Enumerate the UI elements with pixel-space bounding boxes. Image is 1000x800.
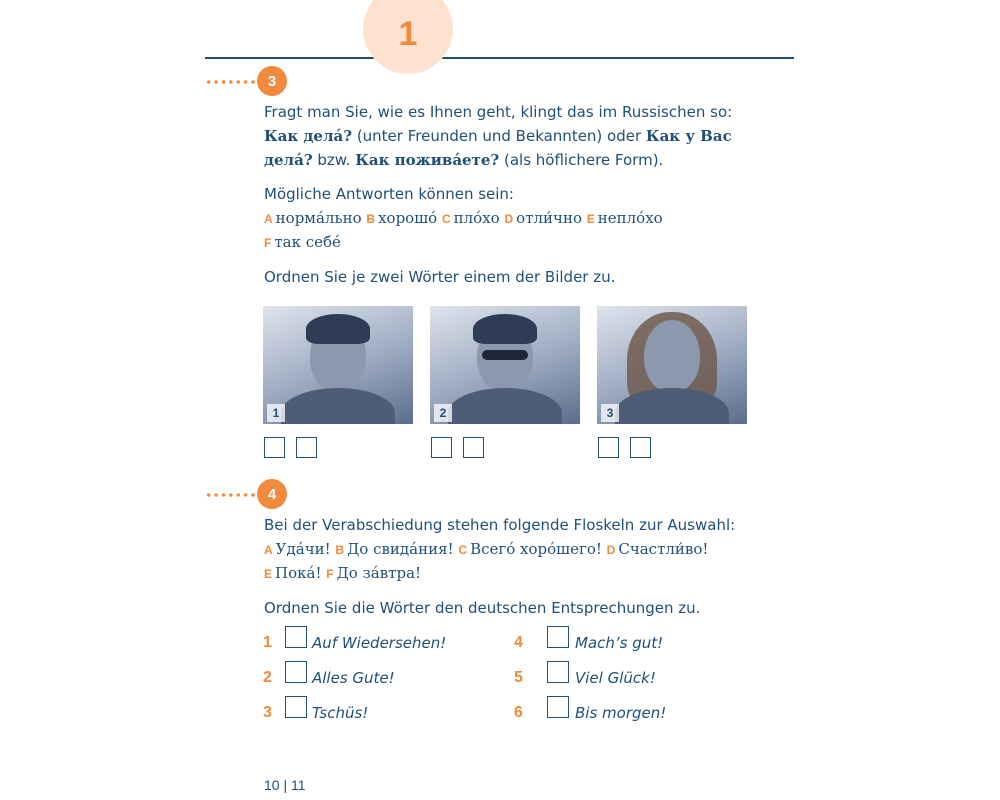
item-checkbox-3[interactable] <box>285 696 307 718</box>
item-checkbox-1[interactable] <box>285 626 307 648</box>
exercise-3-intro-line-2: Как делá? (unter Freunden und Bekannten) oder Как у Вас <box>264 127 732 145</box>
exercise-4-intro: Bei der Verabschiedung stehen folgende Floskeln zur Auswahl: <box>264 516 736 534</box>
item-number: 4 <box>514 634 523 651</box>
exercise-4-instruction: Ordnen Sie die Wörter den deutschen Entsprechungen zu. <box>264 599 701 617</box>
item-text: Tschüs! <box>312 704 369 722</box>
option-word: неплóхо <box>597 209 663 227</box>
answer-checkbox-photo-1-a[interactable] <box>264 437 285 458</box>
page-numbers: 10 | 11 <box>264 777 306 793</box>
answer-checkbox-photo-2-b[interactable] <box>463 437 484 458</box>
option-word: так себé <box>274 233 341 251</box>
photo-figure <box>306 314 370 344</box>
exercise-3-intro-line-3: делá? bzw. Как поживáете? (als höflichere Form). <box>264 151 664 169</box>
item-number: 5 <box>514 669 523 686</box>
photo-figure <box>281 388 395 424</box>
exercise-3-badge: 3 <box>257 66 287 96</box>
exercise-3-answers-intro: Mögliche Antworten können sein: <box>264 185 514 203</box>
photo-number: 2 <box>434 404 452 422</box>
russian-phrase: Как делá? <box>264 127 353 145</box>
option-word: отли́чно <box>516 209 582 227</box>
phrase-text: До свидáния! <box>347 540 454 558</box>
photo-figure <box>482 350 528 360</box>
photo-figure <box>448 388 562 424</box>
chapter-number: 1 <box>398 14 418 53</box>
option-letter: E <box>586 212 595 226</box>
russian-phrase: Как поживáете? <box>355 151 500 169</box>
phrase-text: Всегó хорóшего! <box>470 540 602 558</box>
photo-figure <box>644 320 700 392</box>
option-letter: A <box>264 212 273 226</box>
chapter-circle <box>363 0 453 74</box>
exercise-4-phrases-line-2 <box>264 561 421 586</box>
item-checkbox-4[interactable] <box>547 626 569 648</box>
exercise-3-answers-line-1 <box>264 206 663 231</box>
option-letter: A <box>264 543 273 557</box>
option-letter: E <box>264 567 273 581</box>
phrase-text: Покá! <box>275 564 322 582</box>
option-word: хорошó <box>378 209 438 227</box>
item-text: Viel Glück! <box>575 669 656 687</box>
answer-checkbox-photo-3-a[interactable] <box>598 437 619 458</box>
photo-laughing-man <box>263 306 413 424</box>
answer-checkbox-photo-1-b[interactable] <box>296 437 317 458</box>
item-text: Mach’s gut! <box>575 634 664 652</box>
answer-checkbox-photo-3-b[interactable] <box>630 437 651 458</box>
exercise-3-intro-line-1: Fragt man Sie, wie es Ihnen geht, klingt das im Russischen so: <box>264 103 733 121</box>
exercise-4-badge: 4 <box>257 479 287 509</box>
russian-phrase: делá? <box>264 151 313 169</box>
photo-figure <box>473 314 537 344</box>
exercise-4-phrases-line-1 <box>264 537 708 562</box>
item-number: 1 <box>263 634 272 651</box>
option-letter: F <box>326 567 334 581</box>
answer-checkbox-photo-2-a[interactable] <box>431 437 452 458</box>
exercise-3-dots <box>205 80 257 84</box>
header-rule-right <box>440 57 794 59</box>
exercise-4-dots <box>205 493 257 497</box>
item-number: 3 <box>263 704 272 721</box>
option-letter: D <box>606 543 616 557</box>
item-checkbox-6[interactable] <box>547 696 569 718</box>
option-letter: F <box>264 236 272 250</box>
item-number: 2 <box>263 669 272 686</box>
item-number: 6 <box>514 704 523 721</box>
photo-man-sunglasses <box>430 306 580 424</box>
item-text: Alles Gute! <box>312 669 395 687</box>
item-checkbox-5[interactable] <box>547 661 569 683</box>
option-letter: B <box>366 212 376 226</box>
header-rule-left <box>205 57 377 59</box>
option-word: плóхо <box>453 209 500 227</box>
option-letter: D <box>504 212 514 226</box>
photo-number: 3 <box>601 404 619 422</box>
phrase-text: Счастли́во! <box>618 540 709 558</box>
photo-sad-woman <box>597 306 747 424</box>
option-word: нормáльно <box>275 209 362 227</box>
russian-phrase: Как у Вас <box>645 127 732 145</box>
exercise-3-instruction: Ordnen Sie je zwei Wörter einem der Bilder zu. <box>264 268 616 286</box>
phrase-text: Удáчи! <box>275 540 331 558</box>
photo-number: 1 <box>267 404 285 422</box>
item-text: Bis morgen! <box>575 704 667 722</box>
exercise-3-answers-line-2 <box>264 230 341 255</box>
option-letter: B <box>335 543 345 557</box>
phrase-text: До зáвтра! <box>336 564 422 582</box>
item-checkbox-2[interactable] <box>285 661 307 683</box>
option-letter: C <box>441 212 451 226</box>
option-letter: C <box>458 543 468 557</box>
item-text: Auf Wiedersehen! <box>312 634 447 652</box>
